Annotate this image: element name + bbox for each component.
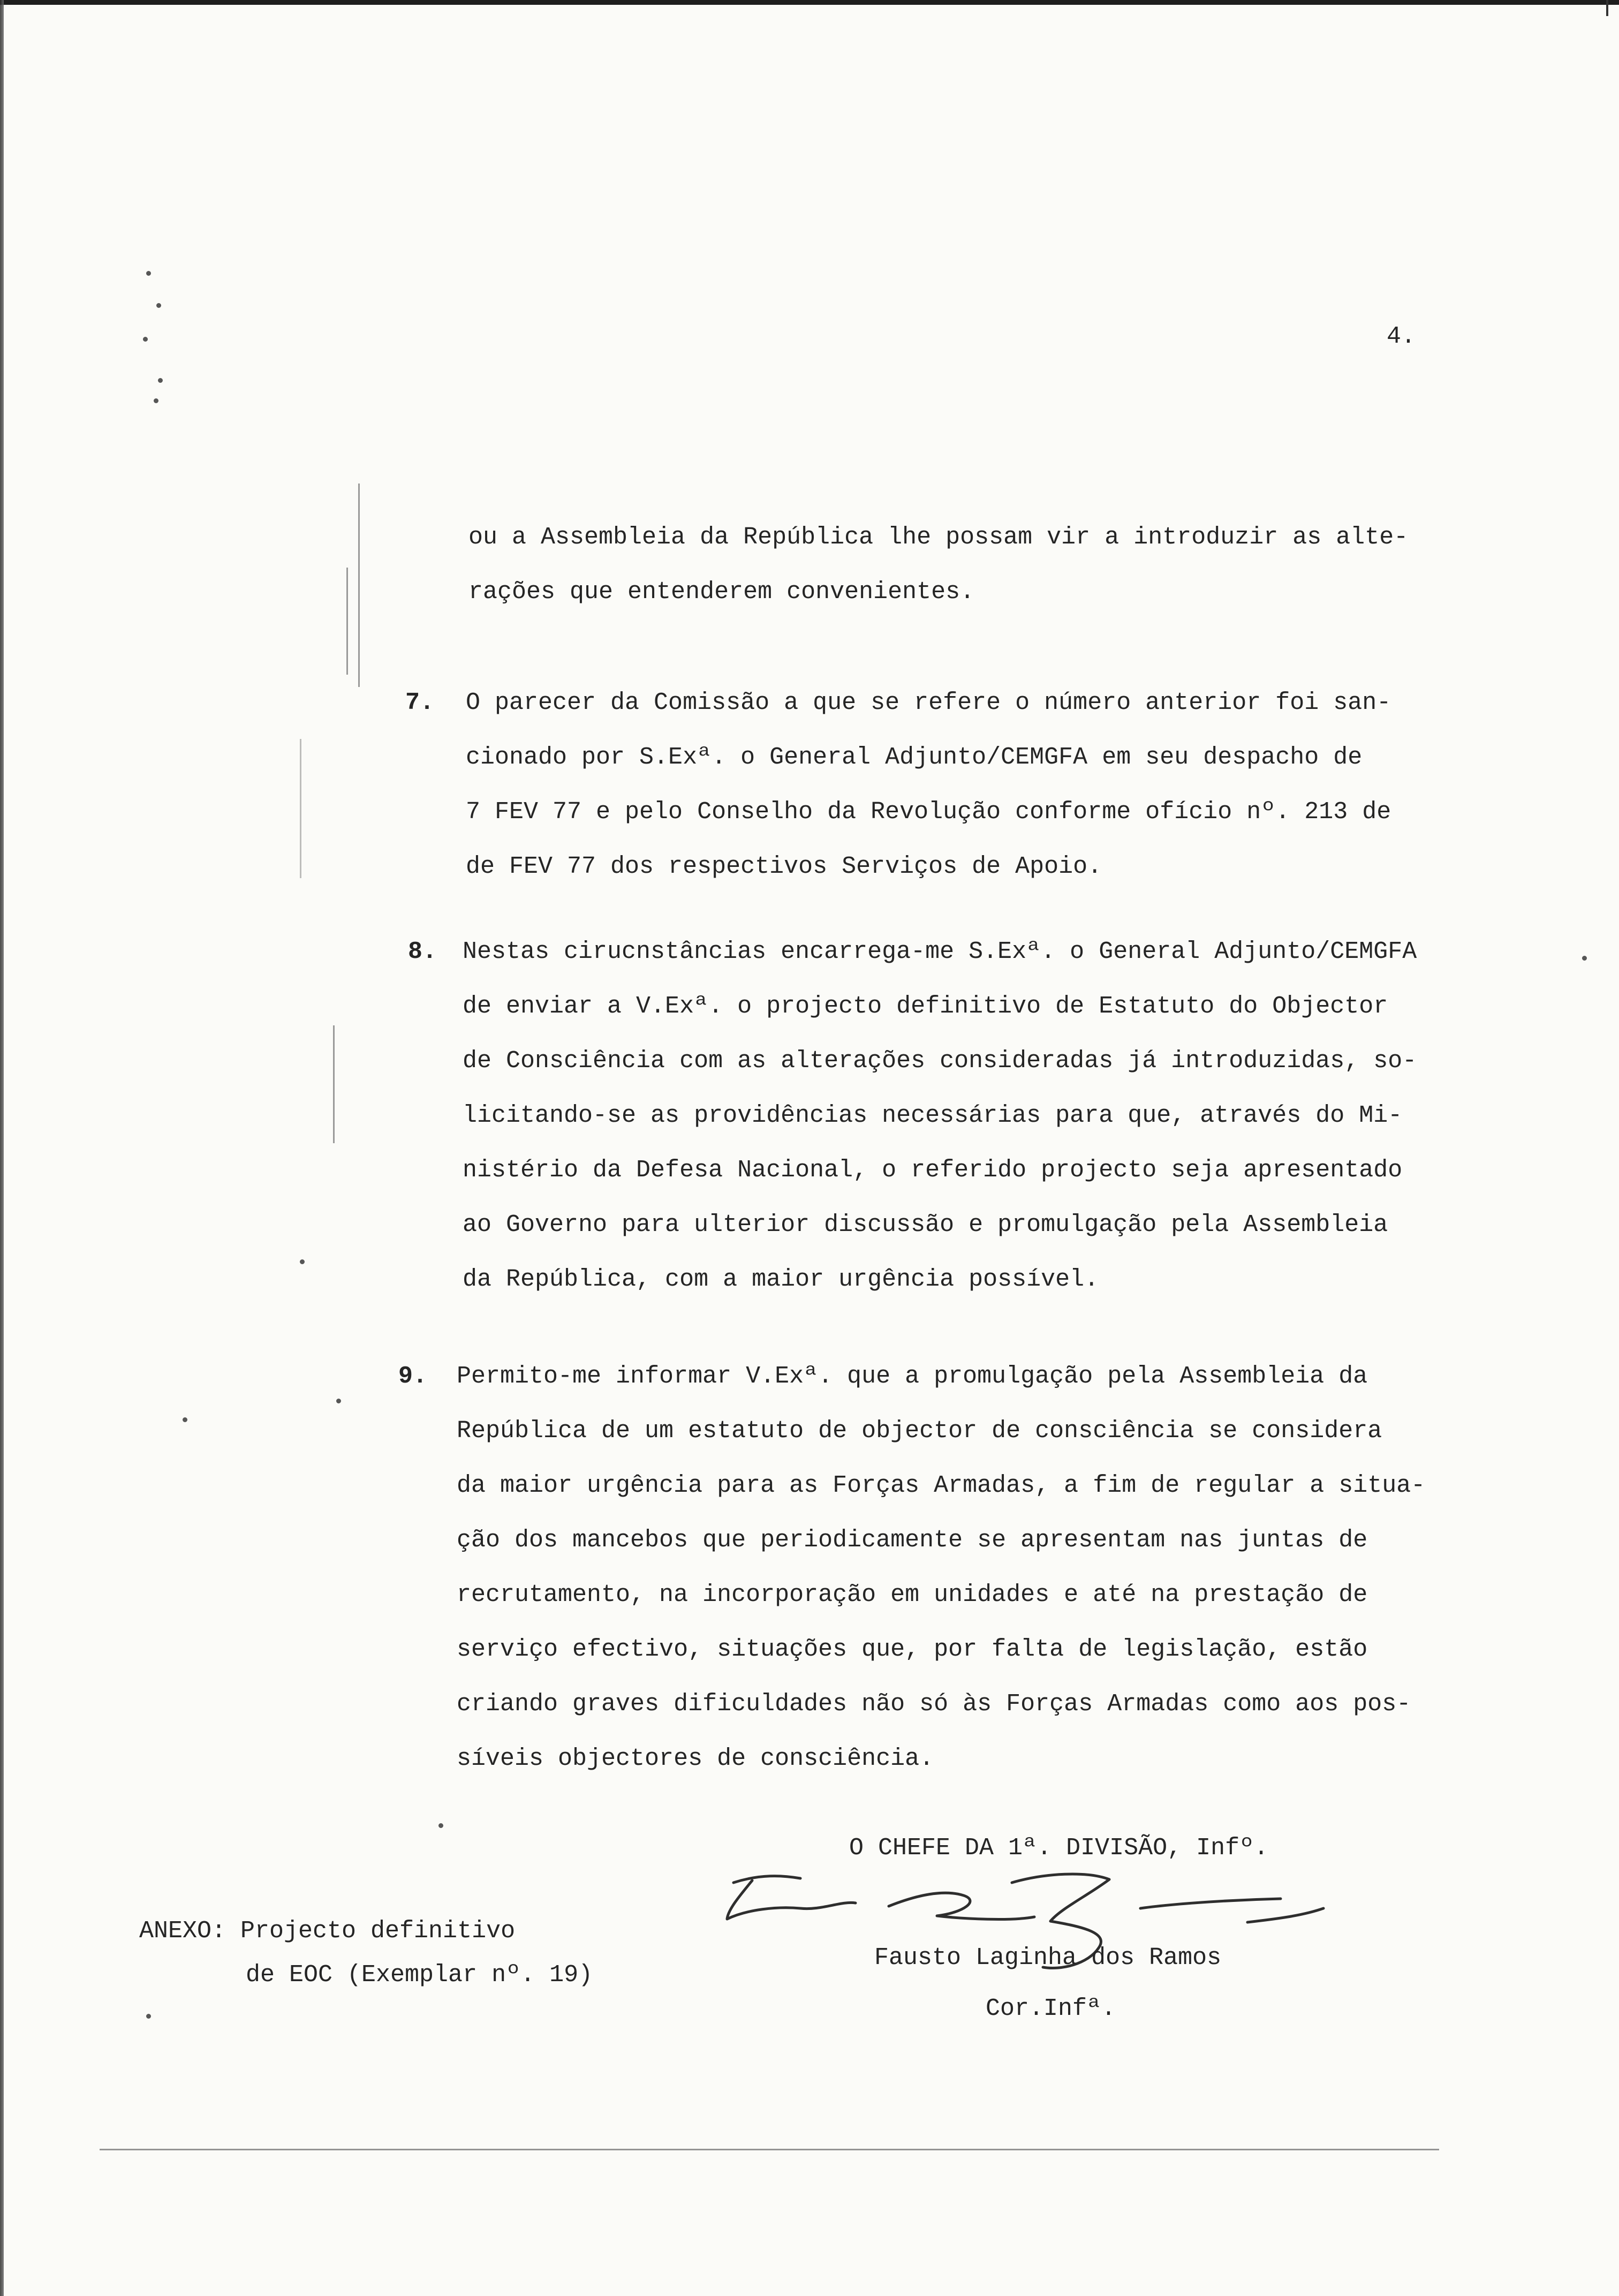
paragraph-7 [466,676,1391,894]
paragraph-line: de Consciência com as alterações consideradas já introduzidas, so- [463,1047,1417,1075]
paragraph-line: criando graves dificuldades não só às Forças Armadas como aos pos- [457,1690,1411,1718]
paragraph-line: Nestas cirucnstâncias encarrega-me S.Exª. o General Adjunto/CEMGFA [463,938,1417,965]
scan-artifact-line [300,739,301,878]
scan-speck [156,303,161,308]
paragraph-line: da República, com a maior urgência possível. [463,1266,1099,1293]
scan-speck [143,337,148,342]
scan-speck [158,378,163,383]
scan-speck [1582,956,1587,961]
paragraph-line: ao Governo para ulterior discussão e promulgação pela Assembleia [463,1211,1388,1238]
annex-text: de EOC (Exemplar nº. 19) [246,1961,593,1989]
scan-speck [300,1259,305,1264]
paragraph-line: O parecer da Comissão a que se refere o número anterior foi san- [466,689,1391,716]
paragraph-line: Permito-me informar V.Exª. que a promulgação pela Assembleia da [457,1363,1368,1390]
signatory-title: O CHEFE DA 1ª. DIVISÃO, Infº. [849,1834,1269,1862]
annex-label: ANEXO: [139,1917,226,1945]
paragraph-line: de FEV 77 dos respectivos Serviços de Apoio. [466,853,1102,880]
paragraph-9 [457,1349,1425,1786]
page-number: 4. [1387,323,1416,350]
scan-artifact-line [358,484,360,687]
scan-speck [438,1823,443,1828]
scan-speck [146,2014,151,2019]
paragraph-number: 9. [398,1363,428,1390]
signatory-rank: Cor.Infª. [986,1995,1116,2022]
paragraph-line: cionado por S.Exª. o General Adjunto/CEMGFA em seu despacho de [466,744,1363,771]
scan-left-edge [0,0,4,2296]
scan-speck [154,398,158,403]
paragraph-line: recrutamento, na incorporação em unidades e até na prestação de [457,1581,1368,1608]
scan-top-edge [0,0,1619,5]
scan-corner-mark [1606,0,1608,16]
scan-artifact-line [346,568,348,675]
footer-rule [100,2149,1439,2150]
paragraph-line: síveis objectores de consciência. [457,1745,934,1772]
scan-artifact-line [333,1025,335,1143]
paragraph-line: serviço efectivo, situações que, por falta de legislação, estão [457,1636,1368,1663]
annex-line [139,1909,593,1953]
paragraph-line: ou a Assembleia da República lhe possam vir a introduzir as alte- [468,524,1409,551]
scan-speck [336,1399,341,1403]
paragraph-line: República de um estatuto de objector de consciência se considera [457,1417,1382,1445]
paragraph-number: 7. [405,689,435,716]
signatory-name: Fausto Laginha dos Ramos [874,1944,1222,1972]
paragraph-line: ção dos mancebos que periodicamente se apresentam nas juntas de [457,1527,1368,1554]
annex-text: Projecto definitivo [240,1917,516,1945]
paragraph-line: 7 FEV 77 e pelo Conselho da Revolução conforme ofício nº. 213 de [466,798,1391,826]
paragraph-line: rações que entenderem convenientes. [468,578,975,606]
paragraph-number: 8. [408,938,437,965]
paragraph-line: licitando-se as providências necessárias para que, através do Mi- [463,1102,1403,1129]
paragraph-line: da maior urgência para as Forças Armadas, a fim de regular a situa- [457,1472,1426,1499]
scan-speck [183,1417,187,1422]
paragraph-line: nistério da Defesa Nacional, o referido projecto seja apresentado [463,1157,1403,1184]
annex-note [139,1909,593,1997]
continuation-paragraph [468,510,1408,620]
paragraph-line: de enviar a V.Exª. o projecto definitivo de Estatuto do Objector [463,993,1388,1020]
scan-speck [146,271,151,276]
paragraph-8 [463,925,1417,1307]
